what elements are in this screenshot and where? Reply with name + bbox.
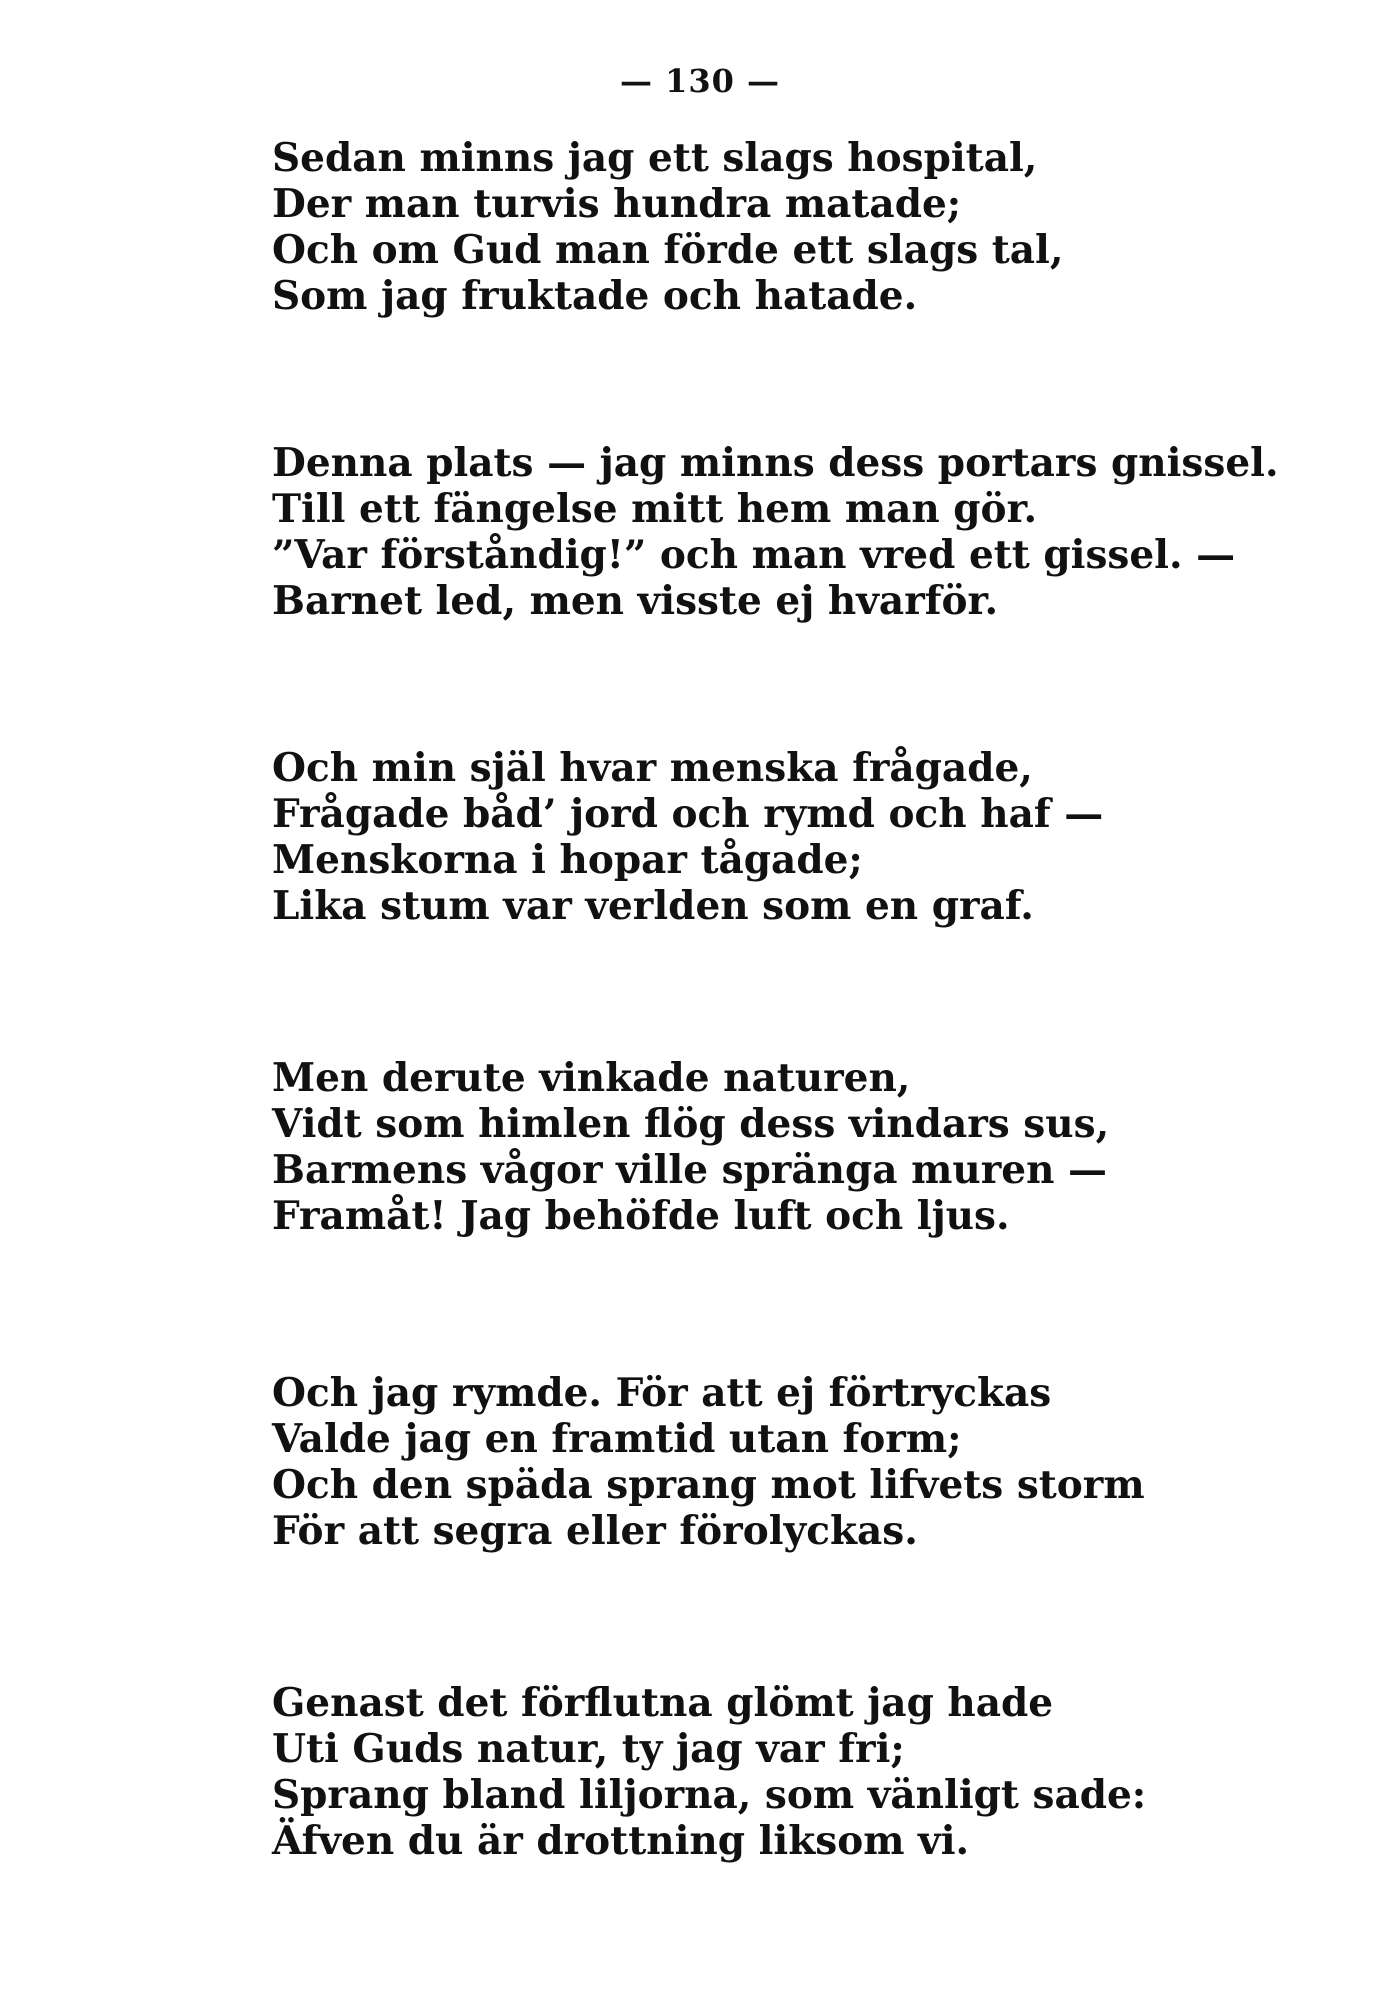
verse-line: Barnet led, men visste ej hvarför.: [272, 578, 999, 624]
stanza: [272, 1680, 1272, 1864]
verse-line: Framåt! Jag behöfde luft och ljus.: [272, 1193, 1010, 1239]
verse-line: Sedan minns jag ett slags hospital,: [272, 135, 1038, 181]
verse-line: Vidt som himlen flög dess vindars sus,: [272, 1101, 1110, 1147]
stanza: [272, 1055, 1272, 1239]
verse-line: Uti Guds natur, ty jag var fri;: [272, 1726, 905, 1772]
verse-line: Lika stum var verlden som en graf.: [272, 883, 1034, 929]
verse-line: Och min själ hvar menska frågade,: [272, 745, 1033, 791]
verse-line: Och jag rymde. För att ej förtryckas: [272, 1370, 1052, 1416]
verse-line: Som jag fruktade och hatade.: [272, 273, 918, 319]
verse-line: Till ett fängelse mitt hem man gör.: [272, 486, 1038, 532]
page-number: — 130 —: [619, 62, 781, 100]
verse-line: Der man turvis hundra matade;: [272, 181, 962, 227]
verse-line: Och den späda sprang mot lifvets storm: [272, 1462, 1145, 1508]
verse-line: Äfven du är drottning liksom vi.: [272, 1818, 970, 1864]
verse-line: Valde jag en framtid utan form;: [272, 1416, 962, 1462]
verse-line: Genast det förflutna glömt jag hade: [272, 1680, 1054, 1726]
stanza: [272, 440, 1279, 624]
verse-line: Och om Gud man förde ett slags tal,: [272, 227, 1064, 273]
verse-line: Barmens vågor ville spränga muren —: [272, 1147, 1108, 1193]
verse-line: Men derute vinkade naturen,: [272, 1055, 911, 1101]
verse-line: Denna plats — jag minns dess portars gnissel.: [272, 440, 1279, 486]
verse-line: Menskorna i hopar tågade;: [272, 837, 863, 883]
stanza: [272, 1370, 1272, 1554]
stanza: [272, 745, 1272, 929]
stanza: [272, 135, 1272, 319]
verse-line: För att segra eller förolyckas.: [272, 1508, 918, 1554]
verse-line: Sprang bland liljorna, som vänligt sade:: [272, 1772, 1147, 1818]
verse-line: ”Var förståndig!” och man vred ett gissel. —: [272, 532, 1236, 578]
verse-line: Frågade båd’ jord och rymd och haf —: [272, 791, 1104, 837]
